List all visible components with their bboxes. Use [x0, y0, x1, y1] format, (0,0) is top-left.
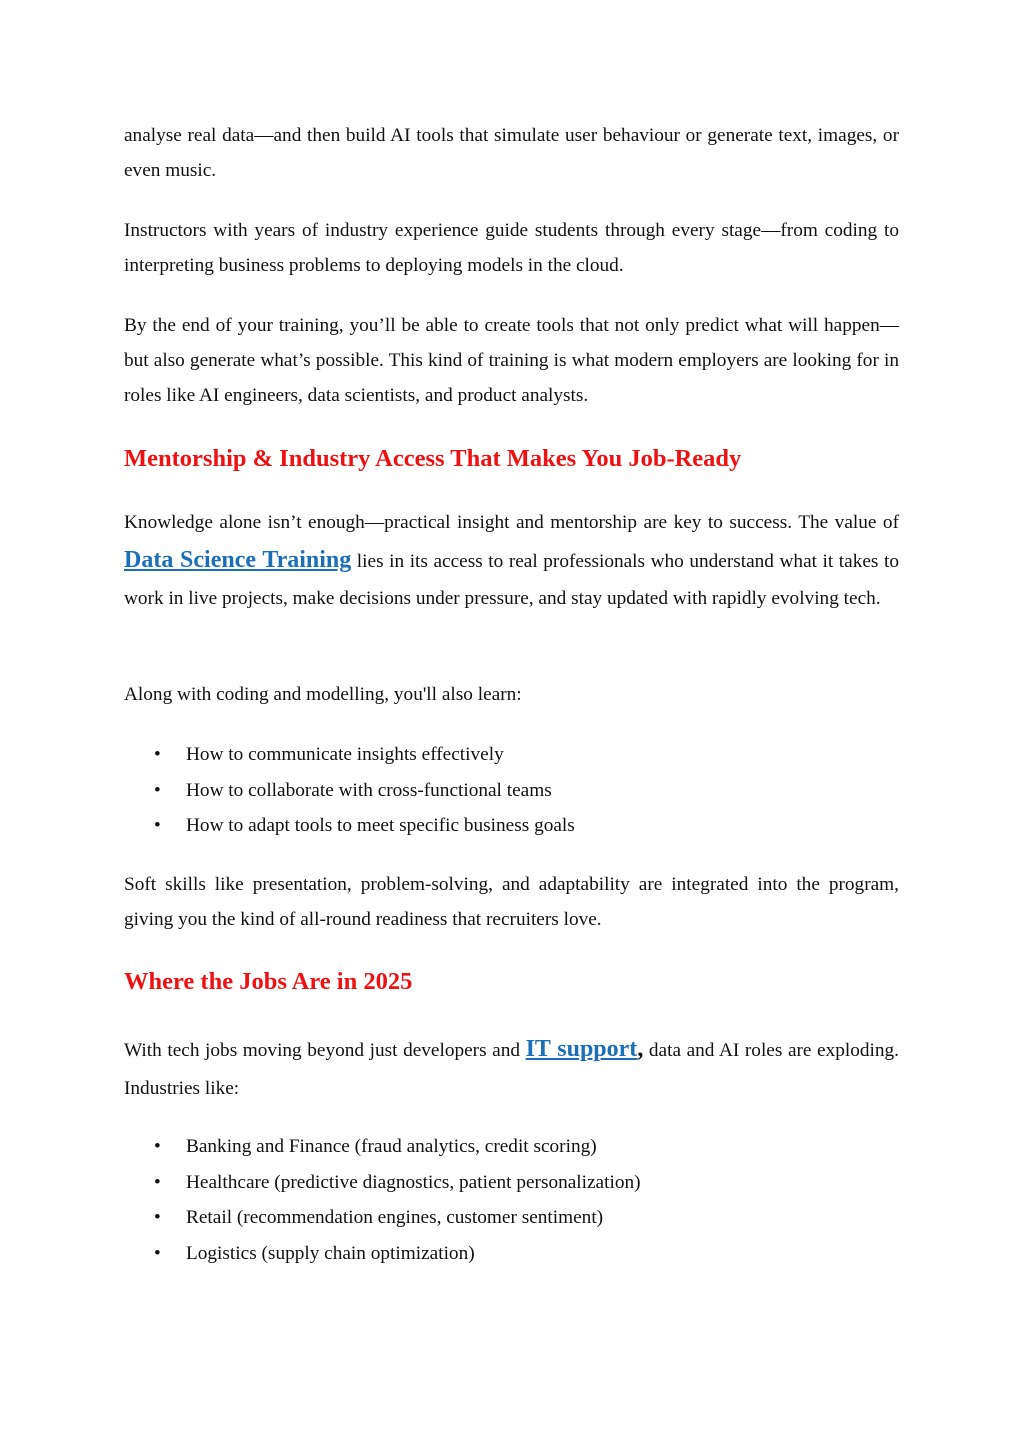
list-item: • How to collaborate with cross-functional teams: [124, 773, 575, 809]
text: With tech jobs moving beyond just developers and: [124, 1040, 526, 1061]
paragraph: Soft skills like presentation, problem-solving, and adaptability are integrated into the program, giving you the kind of all-round readiness that recruiters love.: [124, 874, 899, 930]
paragraph: Instructors with years of industry experience guide students through every stage—from coding to interpreting business problems to deploying models in the cloud.: [124, 220, 899, 276]
text: Knowledge alone isn’t enough—practical insight and mentorship are key to success. The value of: [124, 512, 899, 533]
paragraph: By the end of your training, you’ll be able to create tools that not only predict what will happen—but also generate what’s possible. This kind of training is what modern employers are looking for in roles like AI engineers, data scientists, and product analysts.: [124, 315, 899, 406]
list-item: • Retail (recommendation engines, customer sentiment): [124, 1200, 641, 1236]
bullet-list: [124, 1129, 641, 1271]
list-item: • Banking and Finance (fraud analytics, credit scoring): [124, 1129, 641, 1165]
section-heading: Mentorship & Industry Access That Makes You Job-Ready: [124, 445, 742, 472]
list-item: • Healthcare (predictive diagnostics, patient personalization): [124, 1165, 641, 1201]
paragraph: analyse real data—and then build AI tools that simulate user behaviour or generate text, images, or even music.: [124, 125, 899, 181]
text: data and AI roles are exploding. Industries like:: [124, 1040, 899, 1099]
list-item: • How to communicate insights effectively: [124, 737, 575, 773]
it-support-link[interactable]: IT support: [525, 1036, 638, 1062]
list-item: • Logistics (supply chain optimization): [124, 1236, 641, 1272]
paragraph: [124, 504, 899, 618]
text: lies in its access to real professionals who understand what it takes to work in live projects, make decisions under pressure, and stay updated with rapidly evolving tech.: [124, 550, 899, 609]
paragraph: [124, 1030, 899, 1108]
list-item: • How to adapt tools to meet specific business goals: [124, 808, 575, 844]
bullet-list: [124, 737, 575, 844]
data-science-training-link[interactable]: Data Science Training: [124, 546, 352, 573]
paragraph: Along with coding and modelling, you'll also learn:: [124, 684, 522, 705]
comma: ,: [637, 1036, 644, 1062]
section-heading: Where the Jobs Are in 2025: [124, 968, 413, 995]
